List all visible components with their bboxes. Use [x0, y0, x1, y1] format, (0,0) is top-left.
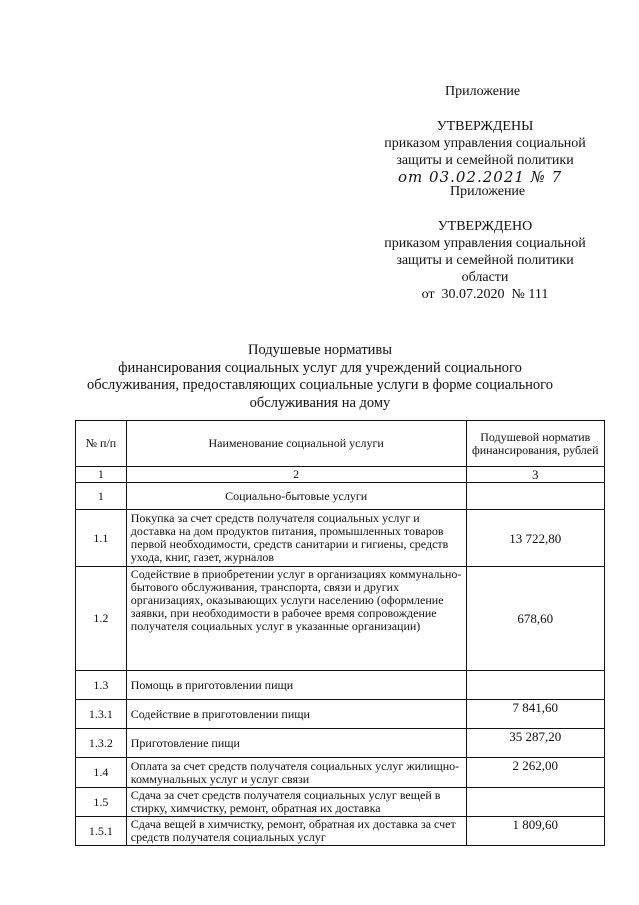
title-line-3: обслуживания, предоставляющих социальные услуги в форме социального [86, 377, 554, 393]
row-name: Покупка за счет средств получателя социальных услуг и доставка на дом продуктов питания, промышленных товаров первой необходимости, средств санитарии и гигиены, средств ухода, книг, газет, журналов [126, 510, 466, 567]
appendix-label-2: Приложение [450, 184, 526, 199]
row-num: 1.1 [76, 510, 127, 567]
row-num: 1.5 [76, 788, 127, 817]
header-num: № п/п [76, 421, 127, 467]
order-line-1b: защиты и семейной политики [396, 153, 574, 168]
numbering-cell: 2 [126, 467, 466, 483]
approved-heading-1: УТВЕРЖДЕНЫ [436, 119, 534, 134]
row-value: 35 287,20 [466, 729, 604, 758]
row-num: 1 [76, 483, 127, 510]
row-name: Оплата за счет средств получателя социальных услуг жилищно-коммунальных услуг и услуг связи [126, 758, 466, 788]
row-name: Социально-бытовые услуги [126, 483, 466, 510]
row-num: 1.3.2 [76, 729, 127, 758]
row-value: 678,60 [466, 567, 604, 671]
row-name: Приготовление пищи [126, 729, 466, 758]
order-date-line: от 30.07.2020 № 111 [421, 287, 549, 302]
approval-block-1 [360, 118, 610, 169]
title-line-4: обслуживания на дому [249, 394, 391, 411]
row-value [466, 788, 604, 817]
table-row [76, 788, 605, 817]
table-header-row [76, 421, 605, 467]
table-numbering-row [76, 467, 605, 483]
order-line-2b: защиты и семейной политики [396, 253, 574, 268]
appendix-label-1: Приложение [445, 84, 521, 99]
document-title [80, 342, 560, 412]
header-name: Наименование социальной услуги [126, 421, 466, 467]
title-line-2: финансирования социальных услуг для учреждений социального [118, 359, 522, 376]
table-row [76, 729, 605, 758]
row-value [466, 671, 604, 700]
row-value: 1 809,60 [466, 817, 604, 846]
row-num: 1.3 [76, 671, 127, 700]
row-value: 7 841,60 [466, 700, 604, 729]
row-name: Содействие в приготовлении пищи [126, 700, 466, 729]
row-value: 2 262,00 [466, 758, 604, 788]
row-name: Содействие в приобретении услуг в организациях коммунально-бытового обслуживания, транспорта, связи и других организациях, оказывающих услуги населению (оформление заявки, при необходимости в рабочее время сопровождение получателя социальных услуг в указанные организации) [126, 567, 466, 671]
row-value: 13 722,80 [466, 510, 604, 567]
approval-block-2 [360, 218, 610, 303]
numbering-cell: 3 [466, 467, 604, 483]
table-row [76, 567, 605, 671]
row-num: 1.2 [76, 567, 127, 671]
header-value: Подушевой норматив финансирования, рублей [466, 421, 604, 467]
row-value [466, 483, 604, 510]
row-num: 1.3.1 [76, 700, 127, 729]
table-row [76, 510, 605, 567]
title-line-1: Подушевые нормативы [247, 342, 393, 358]
handwritten-date: от 03.02.2021 № 7 [398, 168, 563, 186]
order-line-2a: приказом управления социальной [384, 236, 586, 251]
numbering-cell: 1 [76, 467, 127, 483]
services-table [75, 420, 605, 846]
table-row [76, 700, 605, 729]
table-row [76, 483, 605, 510]
table-row [76, 671, 605, 700]
table-row [76, 817, 605, 846]
row-num: 1.5.1 [76, 817, 127, 846]
approved-heading-2: УТВЕРЖДЕНО [437, 219, 533, 234]
row-name: Сдача за счет средств получателя социальных услуг вещей в стирку, химчистку, ремонт, обратная их доставка [126, 788, 466, 817]
order-line-1a: приказом управления социальной [384, 136, 586, 151]
row-name: Сдача вещей в химчистку, ремонт, обратная их доставка за счет средств получателя социальных услуг [126, 817, 466, 846]
row-name: Помощь в приготовлении пищи [126, 671, 466, 700]
row-num: 1.4 [76, 758, 127, 788]
order-line-2c: области [461, 270, 509, 285]
table-row [76, 758, 605, 788]
